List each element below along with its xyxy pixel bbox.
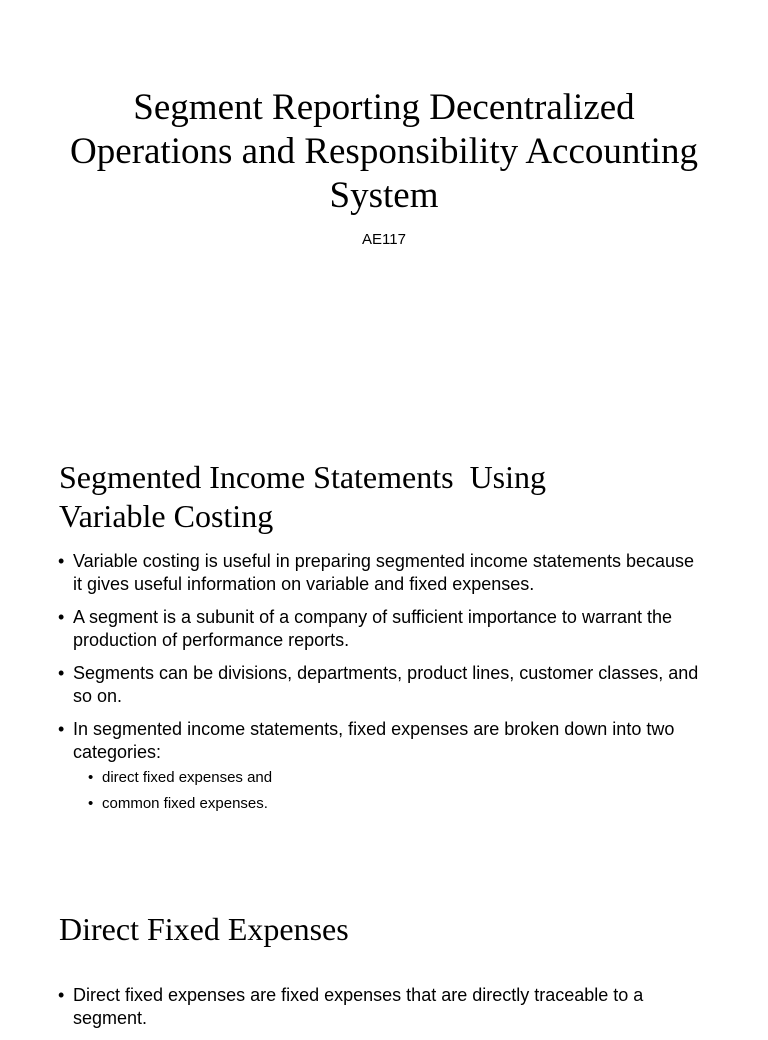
bullet-text: Direct fixed expenses are fixed expenses that are directly traceable to a segment. bbox=[73, 985, 644, 1028]
slide-heading: Direct Fixed Expenses bbox=[59, 911, 349, 947]
list-item bbox=[58, 606, 708, 652]
sub-bullet-text: common fixed expenses. bbox=[102, 795, 268, 812]
list-item bbox=[58, 550, 708, 596]
bullet-icon: • bbox=[58, 551, 65, 571]
bullet-list bbox=[58, 984, 708, 1040]
slide-heading-line-2: Variable Costing bbox=[59, 498, 274, 534]
bullet-text: A segment is a subunit of a company of sufficient importance to warrant the production of performance reports. bbox=[73, 607, 672, 650]
bullet-text: Segments can be divisions, departments, product lines, customer classes, and so on. bbox=[73, 663, 699, 706]
list-item bbox=[58, 984, 708, 1030]
course-code: AE117 bbox=[362, 231, 406, 248]
list-item bbox=[58, 718, 708, 813]
bullet-icon: • bbox=[58, 607, 65, 627]
slide-heading-line-1: Segmented Income Statements Using bbox=[59, 459, 547, 495]
bullet-icon: • bbox=[58, 663, 65, 683]
bullet-icon: • bbox=[58, 985, 65, 1005]
bullet-icon: • bbox=[88, 795, 94, 812]
title-slide bbox=[0, 0, 768, 420]
sub-list-item bbox=[88, 794, 708, 813]
bullet-icon: • bbox=[88, 769, 94, 786]
sub-bullet-list bbox=[73, 768, 708, 813]
slide-direct-fixed-expenses bbox=[0, 900, 768, 1028]
sub-bullet-text: direct fixed expenses and bbox=[102, 769, 273, 786]
presentation-title: Segment Reporting Decentralized Operations and Responsibility Accounting System bbox=[70, 87, 698, 216]
bullet-list bbox=[58, 550, 708, 823]
bullet-text: Variable costing is useful in preparing segmented income statements because it gives useful information on variable and fixed expenses. bbox=[73, 551, 695, 594]
slide-heading bbox=[59, 458, 679, 536]
bullet-text: In segmented income statements, fixed expenses are broken down into two categories: bbox=[73, 719, 675, 762]
sub-list-item bbox=[88, 768, 708, 787]
slide-segmented-income-statements bbox=[0, 440, 768, 880]
bullet-icon: • bbox=[58, 719, 65, 739]
list-item bbox=[58, 662, 708, 708]
